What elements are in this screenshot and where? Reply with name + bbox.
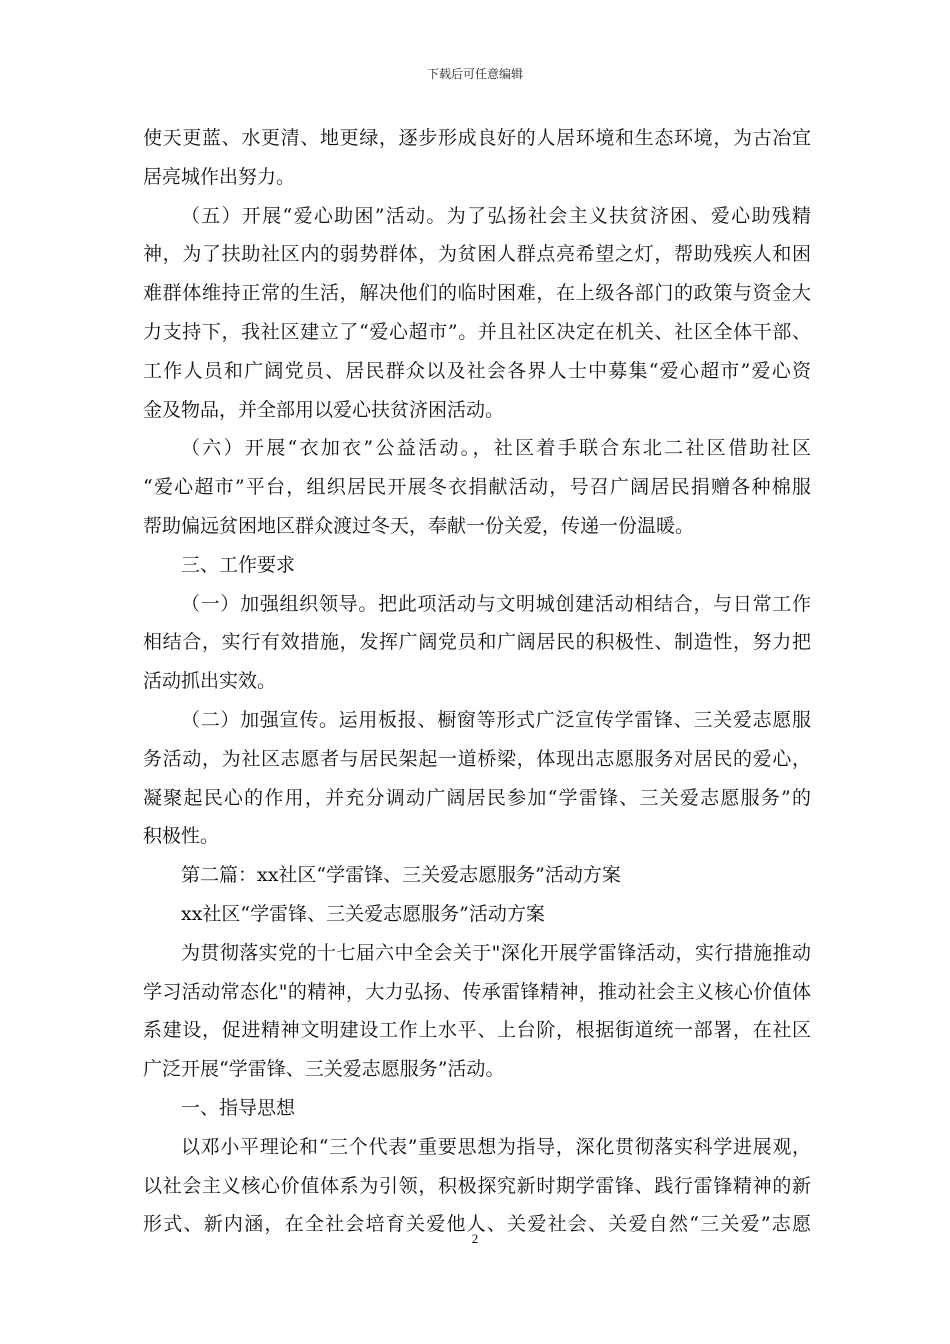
text-line: 帮助偏远贫困地区群众渡过冬天，奉献一份关爱，传递一份温暖。 [143, 514, 695, 537]
text-line: 以邓小平理论和“三个代表”重要思想为指导，深化贯彻落实科学进展观， [181, 1135, 811, 1158]
text-line: 为贯彻落实党的十七届六中全会关于"深化开展学雷锋活动，实行措施推动 [181, 941, 811, 964]
text-line: 相结合，实行有效措施，发挥广阔党员和广阔居民的积极性、制造性，努力把 [143, 631, 811, 654]
text-line: 难群体维持正常的生活，解决他们的临时困难，在上级各部门的政策与资金大 [143, 282, 811, 305]
text-line: 三、工作要求 [181, 553, 296, 576]
text-line: （一）加强组织领导。把此项活动与文明城创建活动相结合，与日常工作 [181, 592, 811, 615]
text-line: xx社区“学雷锋、三关爱志愿服务”活动方案 [181, 902, 545, 925]
text-line: 工作人员和广阔党员、居民群众以及社会各界人士中募集“爱心超市”爱心资 [143, 359, 811, 382]
text-line: 第二篇：xx社区“学雷锋、三关爱志愿服务”活动方案 [181, 864, 621, 887]
text-line: （六）开展“衣加衣”公益活动。，社区着手联合东北二社区借助社区 [181, 437, 811, 460]
text-line: 广泛开展“学雷锋、三关爱志愿服务”活动。 [143, 1058, 505, 1081]
text-line: 使天更蓝、水更清、地更绿，逐步形成良好的人居环境和生态环境，为古冶宜 [143, 127, 811, 149]
document-body [143, 119, 811, 1244]
text-line: 以社会主义核心价值体系为引领，积极探究新时期学雷锋、践行雷锋精神的新 [143, 1174, 811, 1197]
text-line: 力支持下，我社区建立了“爱心超市”。并且社区决定在机关、社区全体干部、 [143, 320, 811, 343]
text-line: （五）开展“爱心助困”活动。为了弘扬社会主义扶贫济困、爱心助残精 [181, 204, 811, 227]
text-line: 积极性。 [143, 825, 220, 848]
text-line: 务活动，为社区志愿者与居民架起一道桥梁，体现出志愿服务对居民的爱心， [143, 747, 811, 770]
text-line: 形式、新内涵，在全社会培育关爱他人、关爱社会、关爱自然“三关爱”志愿 [143, 1213, 811, 1236]
page-number: 2 [471, 1231, 479, 1246]
text-line: 一、指导思想 [181, 1096, 296, 1119]
text-line: （二）加强宣传。运用板报、橱窗等形式广泛宣传学雷锋、三关爱志愿服 [181, 708, 811, 731]
text-line: 金及物品，并全部用以爱心扶贫济困活动。 [143, 398, 505, 421]
text-line: “爱心超市”平台，组织居民开展冬衣捐献活动，号召广阔居民捐赠各种棉服 [143, 476, 811, 499]
page-header: 下载后可任意编辑 [426, 67, 523, 81]
text-line: 系建设，促进精神文明建设工作上水平、上台阶，根据街道统一部署，在社区 [143, 1019, 811, 1042]
text-line: 凝聚起民心的作用，并充分调动广阔居民参加“学雷锋、三关爱志愿服务”的 [143, 786, 811, 809]
text-line: 学习活动常态化"的精神，大力弘扬、传承雷锋精神，推动社会主义核心价值体 [143, 980, 811, 1003]
text-line: 神，为了扶助社区内的弱势群体，为贫困人群点亮希望之灯，帮助残疾人和困 [143, 243, 811, 266]
text-line: 居亮城作出努力。 [143, 165, 296, 188]
text-line: 活动抓出实效。 [143, 670, 277, 693]
